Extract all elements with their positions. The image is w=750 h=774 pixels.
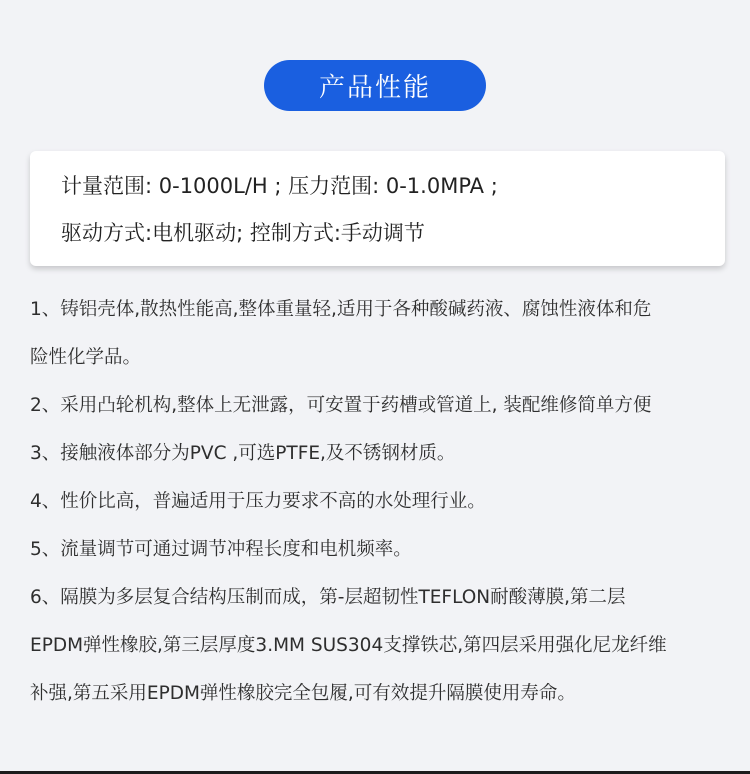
- feature-line: 6、隔膜为多层复合结构压制而成，第-层超韧性TEFLON耐酸薄膜,第二层: [30, 587, 626, 608]
- feature-line: 险性化学品。: [30, 347, 142, 368]
- feature-line: 1、铸铝壳体,散热性能高,整体重量轻,适用于各种酸碱药液、腐蚀性液体和危: [30, 299, 652, 320]
- feature-line: EPDM弹性橡胶,第三层厚度3.MM SUS304支撑铁芯,第四层采用强化尼龙纤维: [30, 635, 667, 656]
- feature-line: 2、采用凸轮机构,整体上无泄露，可安置于药槽或管道上, 装配维修简单方便: [30, 395, 652, 416]
- spec-line-drive: 驱动方式:电机驱动; 控制方式:手动调节: [61, 221, 425, 245]
- feature-line: 4、性价比高，普遍适用于压力要求不高的水处理行业。: [30, 491, 486, 512]
- section-title: 产品性能: [318, 73, 431, 103]
- feature-list: [30, 286, 742, 718]
- section-title-badge: [264, 60, 486, 111]
- spec-line-range: 计量范围: 0-1000L/H ; 压力范围: 0-1.0MPA ;: [61, 174, 498, 198]
- feature-line: 补强,第五采用EPDM弹性橡胶完全包履,可有效提升隔膜使用寿命。: [30, 683, 576, 704]
- feature-line: 3、接触液体部分为PVC ,可选PTFE,及不锈钢材质。: [30, 443, 456, 464]
- feature-line: 5、流量调节可通过调节冲程长度和电机频率。: [30, 539, 412, 560]
- spec-card: [30, 151, 725, 266]
